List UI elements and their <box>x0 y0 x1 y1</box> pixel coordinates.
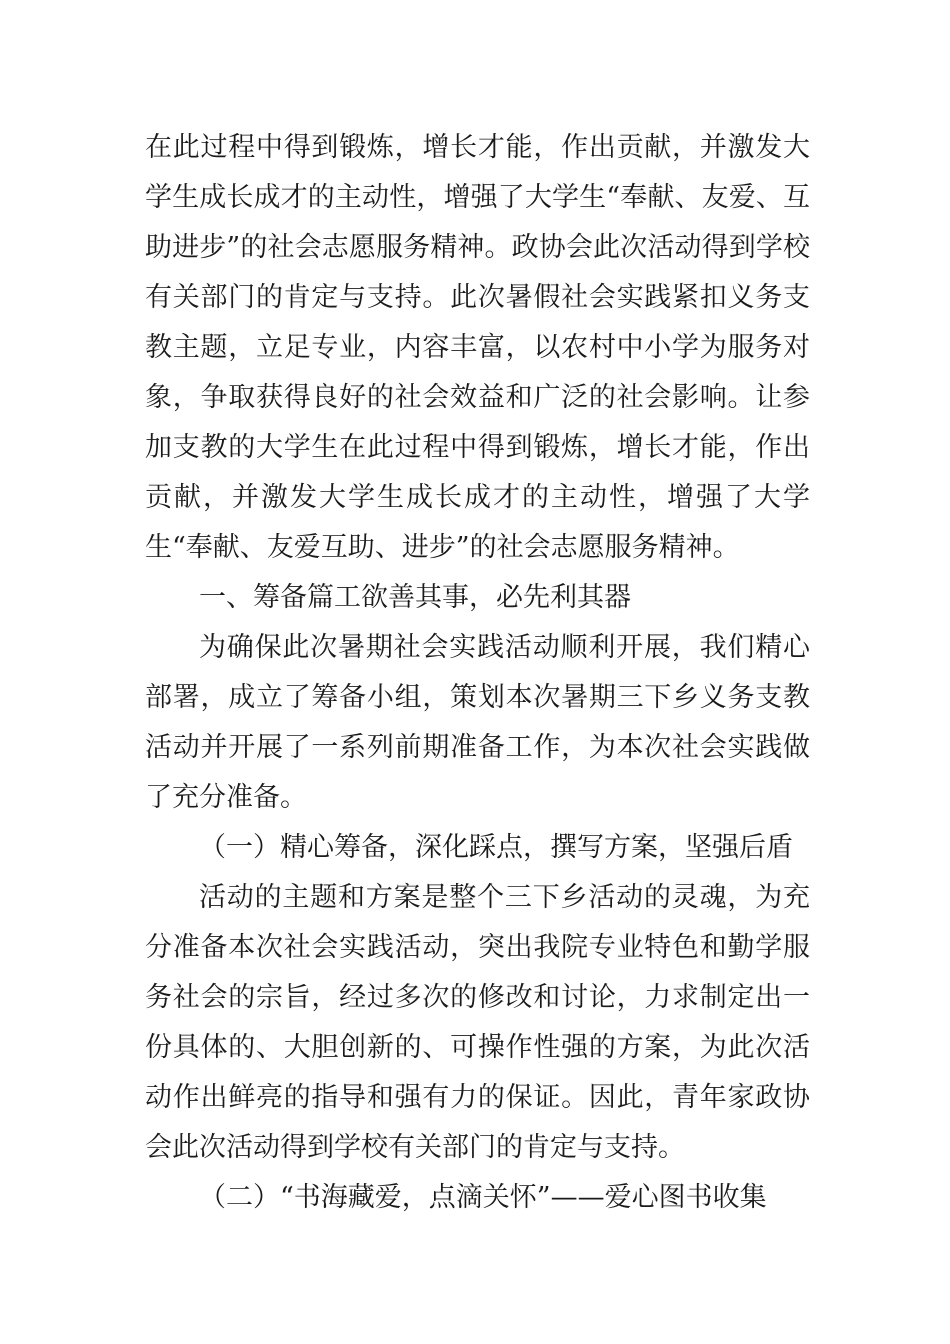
subheading-book-collection: （二）“书海藏爱，点滴关怀”——爱心图书收集 <box>199 1182 767 1213</box>
section-heading-preparation: 一、筹备篇工欲善其事，必先利其器 <box>199 582 631 613</box>
paragraph-preparation: 为确保此次暑期社会实践活动顺利开展，我们精心部署，成立了筹备小组，策划本次暑期三下乡义务支教活动并开展了一系列前期准备工作，为本次社会实践做了充分准备。 <box>145 632 810 813</box>
subheading-planning: （一）精心筹备，深化踩点，撰写方案，坚强后盾 <box>199 832 793 863</box>
paragraph-continuation: 在此过程中得到锻炼，增长才能，作出贡献，并激发大学生成长成才的主动性，增强了大学生“奉献、友爱、互助进步”的社会志愿服务精神。政协会此次活动得到学校有关部门的肯定与支持。此次暑假社会实践紧扣义务支教主题，立足专业，内容丰富，以农村中小学为服务对象，争取获得良好的社会效益和广泛的社会影响。让参加支教的大学生在此过程中得到锻炼，增长才能，作出贡献，并激发大学生成长成才的主动性，增强了大学生“奉献、友爱互助、进步”的社会志愿服务精神。 <box>145 132 810 563</box>
paragraph-planning: 活动的主题和方案是整个三下乡活动的灵魂，为充分准备本次社会实践活动，突出我院专业特色和勤学服务社会的宗旨，经过多次的修改和讨论，力求制定出一份具体的、大胆创新的、可操作性强的方案，为此次活动作出鲜亮的指导和强有力的保证。因此，青年家政协会此次活动得到学校有关部门的肯定与支持。 <box>145 882 810 1163</box>
document-body <box>145 123 810 1223</box>
